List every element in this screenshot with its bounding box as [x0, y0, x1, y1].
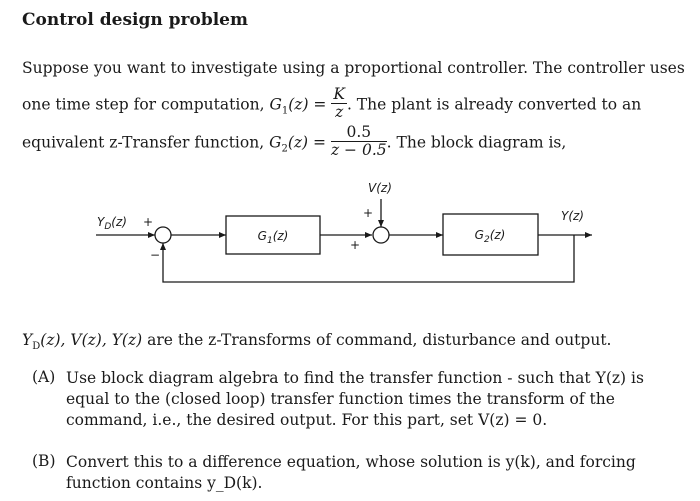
disturbance-plus-sign: + — [363, 206, 374, 220]
part-a-label: (A) — [32, 368, 56, 386]
command-plus-sign: + — [143, 215, 154, 229]
part-b-label: (B) — [32, 452, 56, 470]
intro-line-3-start: equivalent z-Transfer function, — [22, 133, 265, 152]
g2-fraction — [331, 124, 387, 159]
controller-label: $G_1(z)$ — [257, 229, 289, 246]
feedback-minus-sign: − — [150, 248, 161, 262]
intro-line-2-start: one time step for computation, — [22, 95, 265, 114]
summing-junction-1 — [155, 227, 171, 243]
g2-argument: (z) = — [287, 133, 327, 152]
intro-line-2 — [22, 85, 642, 123]
intro-line-3-end: . The block diagram is, — [386, 133, 567, 152]
part-a-text: Use block diagram algebra to find the transfer function - such that Y(z) is equal to the (closed loop) transfer function times the transform of the command, i.e., the desired output. For this part, set V(z) = 0. — [66, 369, 644, 429]
g1-fraction — [331, 86, 347, 121]
g1-denominator: z — [335, 103, 344, 121]
command-label: $Y_D(z)$ — [97, 215, 127, 232]
disturbance-label: V(z) — [368, 181, 392, 195]
signals-list: (z), V(z), Y(z) — [40, 331, 143, 349]
signals-yd-subscript: D — [32, 341, 41, 353]
g1-numerator: K — [333, 85, 345, 103]
g2-symbol: G — [269, 133, 282, 152]
g2-denominator: z − 0.5 — [330, 141, 387, 159]
g1-subscript: 1 — [281, 105, 289, 117]
g1-argument: (z) = — [288, 95, 327, 114]
intro-line-2-end: . The plant is already converted to an — [346, 95, 642, 114]
problem-title: Control design problem — [22, 10, 248, 30]
plant-label: $G_2(z)$ — [474, 228, 506, 245]
output-label: Y(z) — [561, 209, 584, 223]
g2-subscript: 2 — [281, 143, 288, 155]
block-diagram — [0, 175, 700, 295]
summing-junction-2 — [373, 227, 389, 243]
control-plus-sign: + — [350, 238, 361, 252]
intro-line-3 — [22, 123, 567, 161]
signals-line — [22, 331, 611, 352]
intro-line-1: Suppose you want to investigate using a proportional controller. The controller uses — [22, 59, 685, 77]
signals-description: are the z-Transforms of command, disturbance and output. — [142, 331, 612, 349]
g2-numerator: 0.5 — [331, 124, 387, 142]
part-b-text: Convert this to a difference equation, whose solution is y(k), and forcing function contains y_D(k). — [66, 453, 636, 492]
g1-symbol: G — [269, 95, 282, 114]
signals-yd: Y — [22, 331, 33, 349]
